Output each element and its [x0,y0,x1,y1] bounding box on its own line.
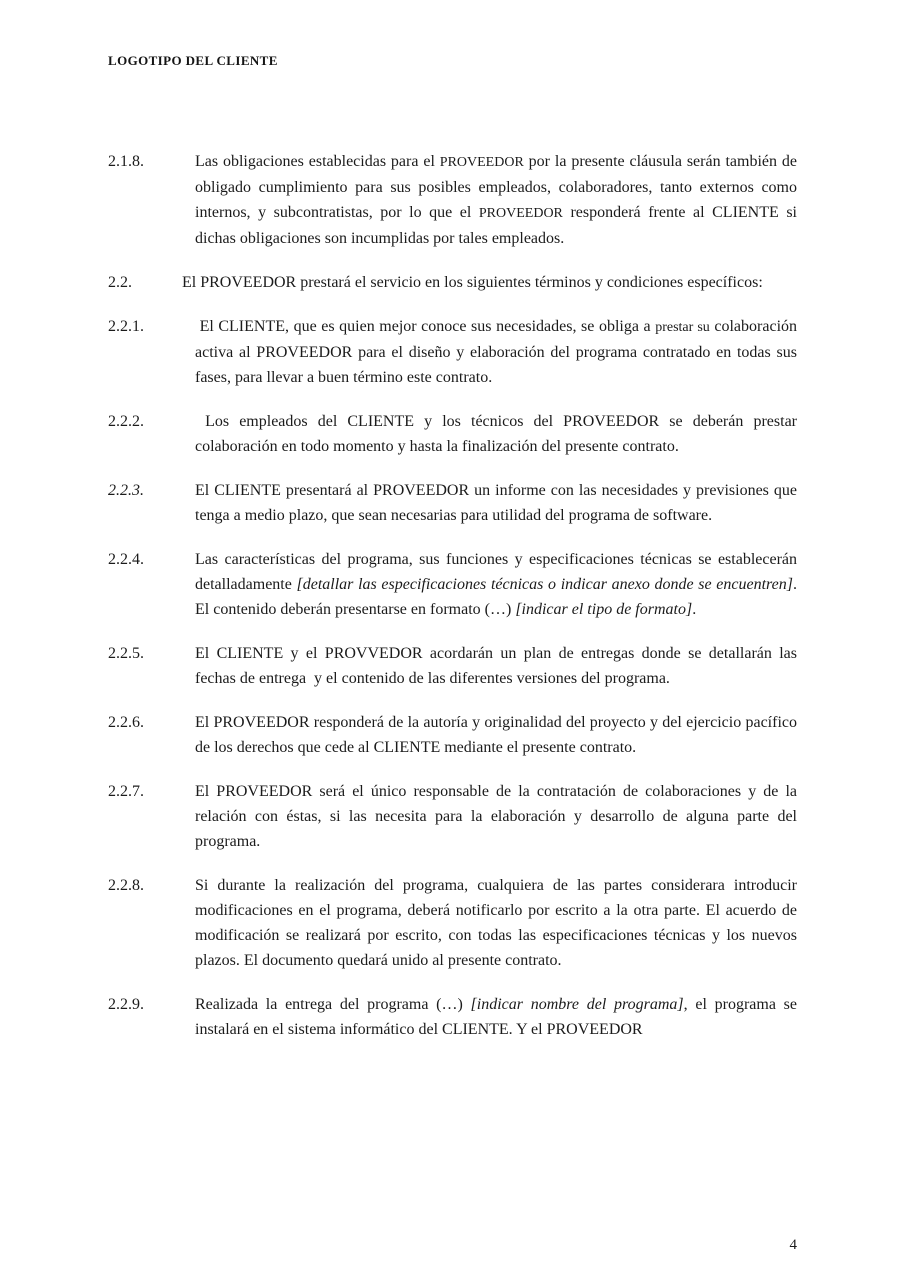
clause-row-2-2-4 [108,547,797,622]
client-logo-placeholder: LOGOTIPO DEL CLIENTE [108,53,278,68]
clause-row-2-2-3 [108,478,797,528]
clause-row-2-2-6 [108,710,797,760]
clause-number: 2.2.1. [108,318,144,335]
clause-number: 2.2.7. [108,783,144,800]
clause-text: El CLIENTE, que es quien mejor conoce sus necesidades, se obliga a prestar su colaboración activa al PROVEEDOR para el diseño y elaboración del programa contratado en todas sus fases, para llevar a buen término este contrato. [195,318,798,386]
clause-row-2-2-7 [108,779,797,854]
clause-row-2-1-8 [108,149,797,251]
clause-text: Las obligaciones establecidas para el PROVEEDOR por la presente cláusula serán también de obligado cumplimiento para sus posibles empleados, colaboradores, tanto externos como internos, y subcontratistas, por lo que el PROVEEDOR responderá frente al CLIENTE si dichas obligaciones son incumplidas por tales empleados. [195,153,798,247]
clause-number: 2.2. [108,274,132,291]
clause-number: 2.2.9. [108,996,144,1013]
clause-row-2-2 [108,270,797,295]
clause-text: El PROVEEDOR responderá de la autoría y originalidad del proyecto y del ejercicio pacífico de los derechos que cede al CLIENTE mediante el presente contrato. [195,714,797,756]
clause-number: 2.1.8. [108,153,144,170]
clause-row-2-2-9 [108,992,797,1042]
clause-text: El PROVEEDOR será el único responsable de la contratación de colaboraciones y de la relación con éstas, si las necesita para la elaboración y desarrollo de alguna parte del programa. [195,783,797,850]
clause-number: 2.2.4. [108,551,144,568]
clause-number: 2.2.3. [108,482,144,499]
clause-text: Los empleados del CLIENTE y los técnicos del PROVEEDOR se deberán prestar colaboración en todo momento y hasta la finalización del presente contrato. [195,413,797,455]
clause-text: El CLIENTE y el PROVVEDOR acordarán un plan de entregas donde se detallarán las fechas de entrega y el contenido de las diferentes versiones del programa. [195,645,797,687]
clause-text: Realizada la entrega del programa (…) [indicar nombre del programa], el programa se instalará en el sistema informático del CLIENTE. Y el PROVEEDOR [195,996,797,1038]
clause-text: Las características del programa, sus funciones y especificaciones técnicas se establecerán detalladamente [detallar las especificaciones técnicas o indicar anexo donde se encuentren]. El contenido deberán presentarse en formato (…) [indicar el tipo de formato]. [195,551,797,618]
clause-text: Si durante la realización del programa, cualquiera de las partes considerara introducir modificaciones en el programa, deberá notificarlo por escrito a la otra parte. El acuerdo de modificación se realizará por escrito, con todas las especificaciones técnicas y los nuevos plazos. El documento quedará unido al presente contrato. [195,877,797,969]
clause-number: 2.2.5. [108,645,144,662]
clause-text: El PROVEEDOR prestará el servicio en los siguientes términos y condiciones específicos: [182,274,763,291]
clause-list [108,149,797,1042]
clause-row-2-2-1 [108,314,797,390]
clause-row-2-2-8 [108,873,797,973]
clause-row-2-2-2 [108,409,797,459]
page-number: 4 [789,1237,797,1253]
clause-text: El CLIENTE presentará al PROVEEDOR un informe con las necesidades y previsiones que tenga a medio plazo, que sean necesarias para utilidad del programa de software. [195,482,797,524]
clause-number: 2.2.2. [108,413,144,430]
clause-number: 2.2.6. [108,714,144,731]
clause-number: 2.2.8. [108,877,144,894]
clause-row-2-2-5 [108,641,797,691]
